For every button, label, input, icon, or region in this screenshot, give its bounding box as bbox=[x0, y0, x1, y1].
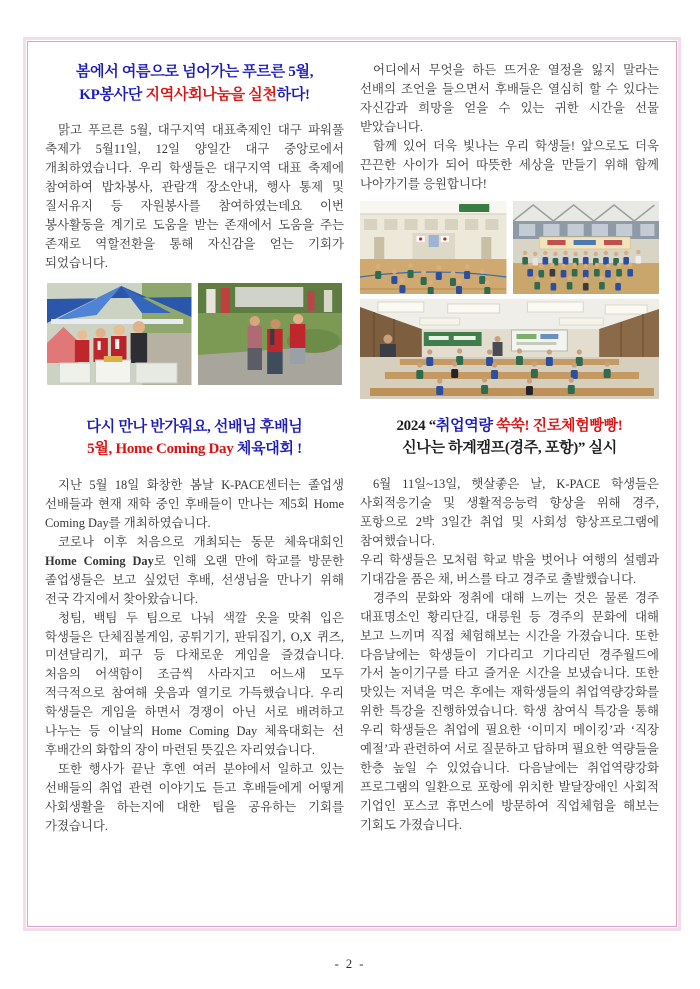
title-line2-part1: KP봉사단 bbox=[79, 86, 146, 103]
paragraph-festival: 맑고 푸르른 5월, 대구지역 대표축제인 대구 파워풀 축제가 5월11일, 12일 양일간 대구 중앙로에서 개최하였습니다. 우리 학생들은 대구지역 대표 축제에 참여하여 밥차봉사, 관람객 장소안내, 행사 통제 및 질서유지 등 자원봉사를 참여하였는데요 이번 봉사활동을 계기로 도움을 받는 존재에서 도움을 주는 존재로 역할전환을 통해 자신감을 얻는 기회가 되었습니다. bbox=[45, 123, 344, 270]
photo-volunteer-tent bbox=[47, 283, 192, 385]
title-line2-part1: 5월, Home Coming Day bbox=[87, 441, 237, 458]
paragraph-camp-activities: 경주의 문화와 정취에 대해 느끼는 것은 물론 경주 대표명소인 황리단길, 대릉원 등 경주의 문화에 대해 보고 느끼며 직접 체험해보는 시간을 가졌습니다. 또한 다음날에는 학생들이 기다리고 기다리던 경주월드에 가서 놀이기구를 타고 즐거운 시간을 보냈습니다. 또한 맛있는 저녁을 먹은 후에는 재학생들의 취업역량강화를 위한 특강을 진행하였습니다. 학생 참여식 특강을 통해 우리 학생들은 취업에 필요한 ‘이미지 메이킹’과 ‘직장 예절’과 관련하여 서로 질문하고 답하며 필요한 역량들을 한층 높일 수 있었습니다. 다음날에는 취업역량강화 프로그램의 일환으로 포항에 위치한 발달장애인 사회적 기업인 포스코 휴먼스에 방문하여 직업체험을 해보는 기회도 가졌습니다. bbox=[360, 590, 659, 833]
text-segment: 코로나 이후 처음으로 개최되는 동문 체육대회인 bbox=[58, 534, 344, 549]
title-line2-part3: 하다! bbox=[276, 86, 310, 103]
title-line2-part2: 체육대회 ! bbox=[236, 441, 302, 458]
left-column bbox=[45, 61, 344, 916]
photo-classroom-lecture bbox=[360, 299, 659, 399]
page-border-frame bbox=[27, 41, 677, 927]
article-title-volunteer bbox=[45, 61, 344, 106]
photo-volunteer-park bbox=[198, 283, 343, 385]
title-line2-part2: 지역사회나눔을 실천 bbox=[145, 86, 277, 103]
gym-photo-row bbox=[360, 201, 659, 294]
photo-gym-group bbox=[513, 201, 660, 294]
paragraph-games: 청팀, 백팀 두 팀으로 나눠 색깔 옷을 맞춰 입은 학생들은 단체짐볼게임, 공튀기기, 판뒤집기, O,X 퀴즈, 미션달리기, 피구 등 다채로운 게임을 즐겼습니다. 처음의 어색함이 조금씩 사라지고 어느새 모두 적극적으로 참여해 웃음과 열기로 가득했습니다. 우리 학생들은 게임을 하면서 경쟁이 아닌 서로 배려하고 나누는 등 이날의 Home Coming Day 체육대회는 선 후배간의 화합의 장이 마련된 뜻깊은 자리였습니다. bbox=[45, 610, 344, 758]
title-line2: 신나는 하계캠프(경주, 포항)” 실시 bbox=[402, 440, 617, 457]
title-line1-part3: 쑥쑥! 진로체험빵빵! bbox=[496, 417, 623, 434]
paragraph-homecoming-intro: 지난 5월 18일 화창한 봄날 K-PACE센터는 졸업생 선배들과 현재 재학 중인 후배들이 만나는 제5회 Home Coming Day를 개최하였습니다. bbox=[45, 477, 344, 530]
photo-gym-seated bbox=[360, 201, 507, 294]
article-title-camp bbox=[360, 415, 659, 460]
paragraph-cheer: 함께 있어 더욱 빛나는 우리 학생들! 앞으로도 더욱 끈끈한 사이가 되어 따뜻한 세상을 만들기 위해 함께 나아가기를 응원합니다! bbox=[360, 138, 659, 191]
two-column-layout bbox=[45, 61, 659, 916]
paragraph-camp-intro: 6월 11일~13일, 햇살좋은 날, K-PACE 학생들은 사회적응기술 및 생활적응능력 향상을 위해 경주, 포항으로 2박 3일간 취업 및 사회성 향상프로그램에 참여했습니다. bbox=[360, 476, 659, 548]
paragraph-homecoming-visit bbox=[45, 533, 344, 609]
title-line1-part2: 취업역량 bbox=[435, 417, 497, 434]
classroom-photo-row bbox=[360, 299, 659, 399]
paragraph-career-talk: 또한 행사가 끝난 후엔 여러 분야에서 일하고 있는 선배들의 취업 관련 이야기도 듣고 후배들에게 어떻게 사회생활을 하는지에 대한 팁을 공유하는 기회를 가졌습니다. bbox=[45, 762, 344, 834]
right-column bbox=[360, 61, 659, 916]
title-line1-part1: 2024 “ bbox=[396, 417, 436, 434]
paragraph-departure: 우리 학생들은 모처럼 학교 밖을 벗어나 여행의 설렘과 기대감을 품은 채, 버스를 타고 경주로 출발했습니다. bbox=[360, 552, 659, 586]
title-line1: 봄에서 여름으로 넘어가는 푸르른 5월, bbox=[75, 64, 314, 80]
bold-home-coming-day: Home Coming Day bbox=[45, 553, 154, 568]
title-line1: 다시 만나 반가워요, 선배님 후배님 bbox=[86, 418, 303, 435]
paragraph-senior-advice: 어디에서 무엇을 하든 뜨거운 열정을 잃지 말라는 선배의 조언을 들으면서 후배들은 열심히 할 수 있다는 자신감과 희망을 얻을 수 있는 귀한 시간을 선물 받았습니다. bbox=[360, 63, 659, 134]
article-title-homecoming bbox=[45, 416, 344, 461]
volunteer-photo-row bbox=[47, 283, 342, 385]
page-number: - 2 - bbox=[334, 957, 366, 971]
text-segment: 로 인해 오랜 만에 학교를 방문한 졸업생들은 보고 싶었던 후배, 선생님을 만나기 위해 전국 각지에서 찾아왔습니다. bbox=[45, 553, 345, 606]
